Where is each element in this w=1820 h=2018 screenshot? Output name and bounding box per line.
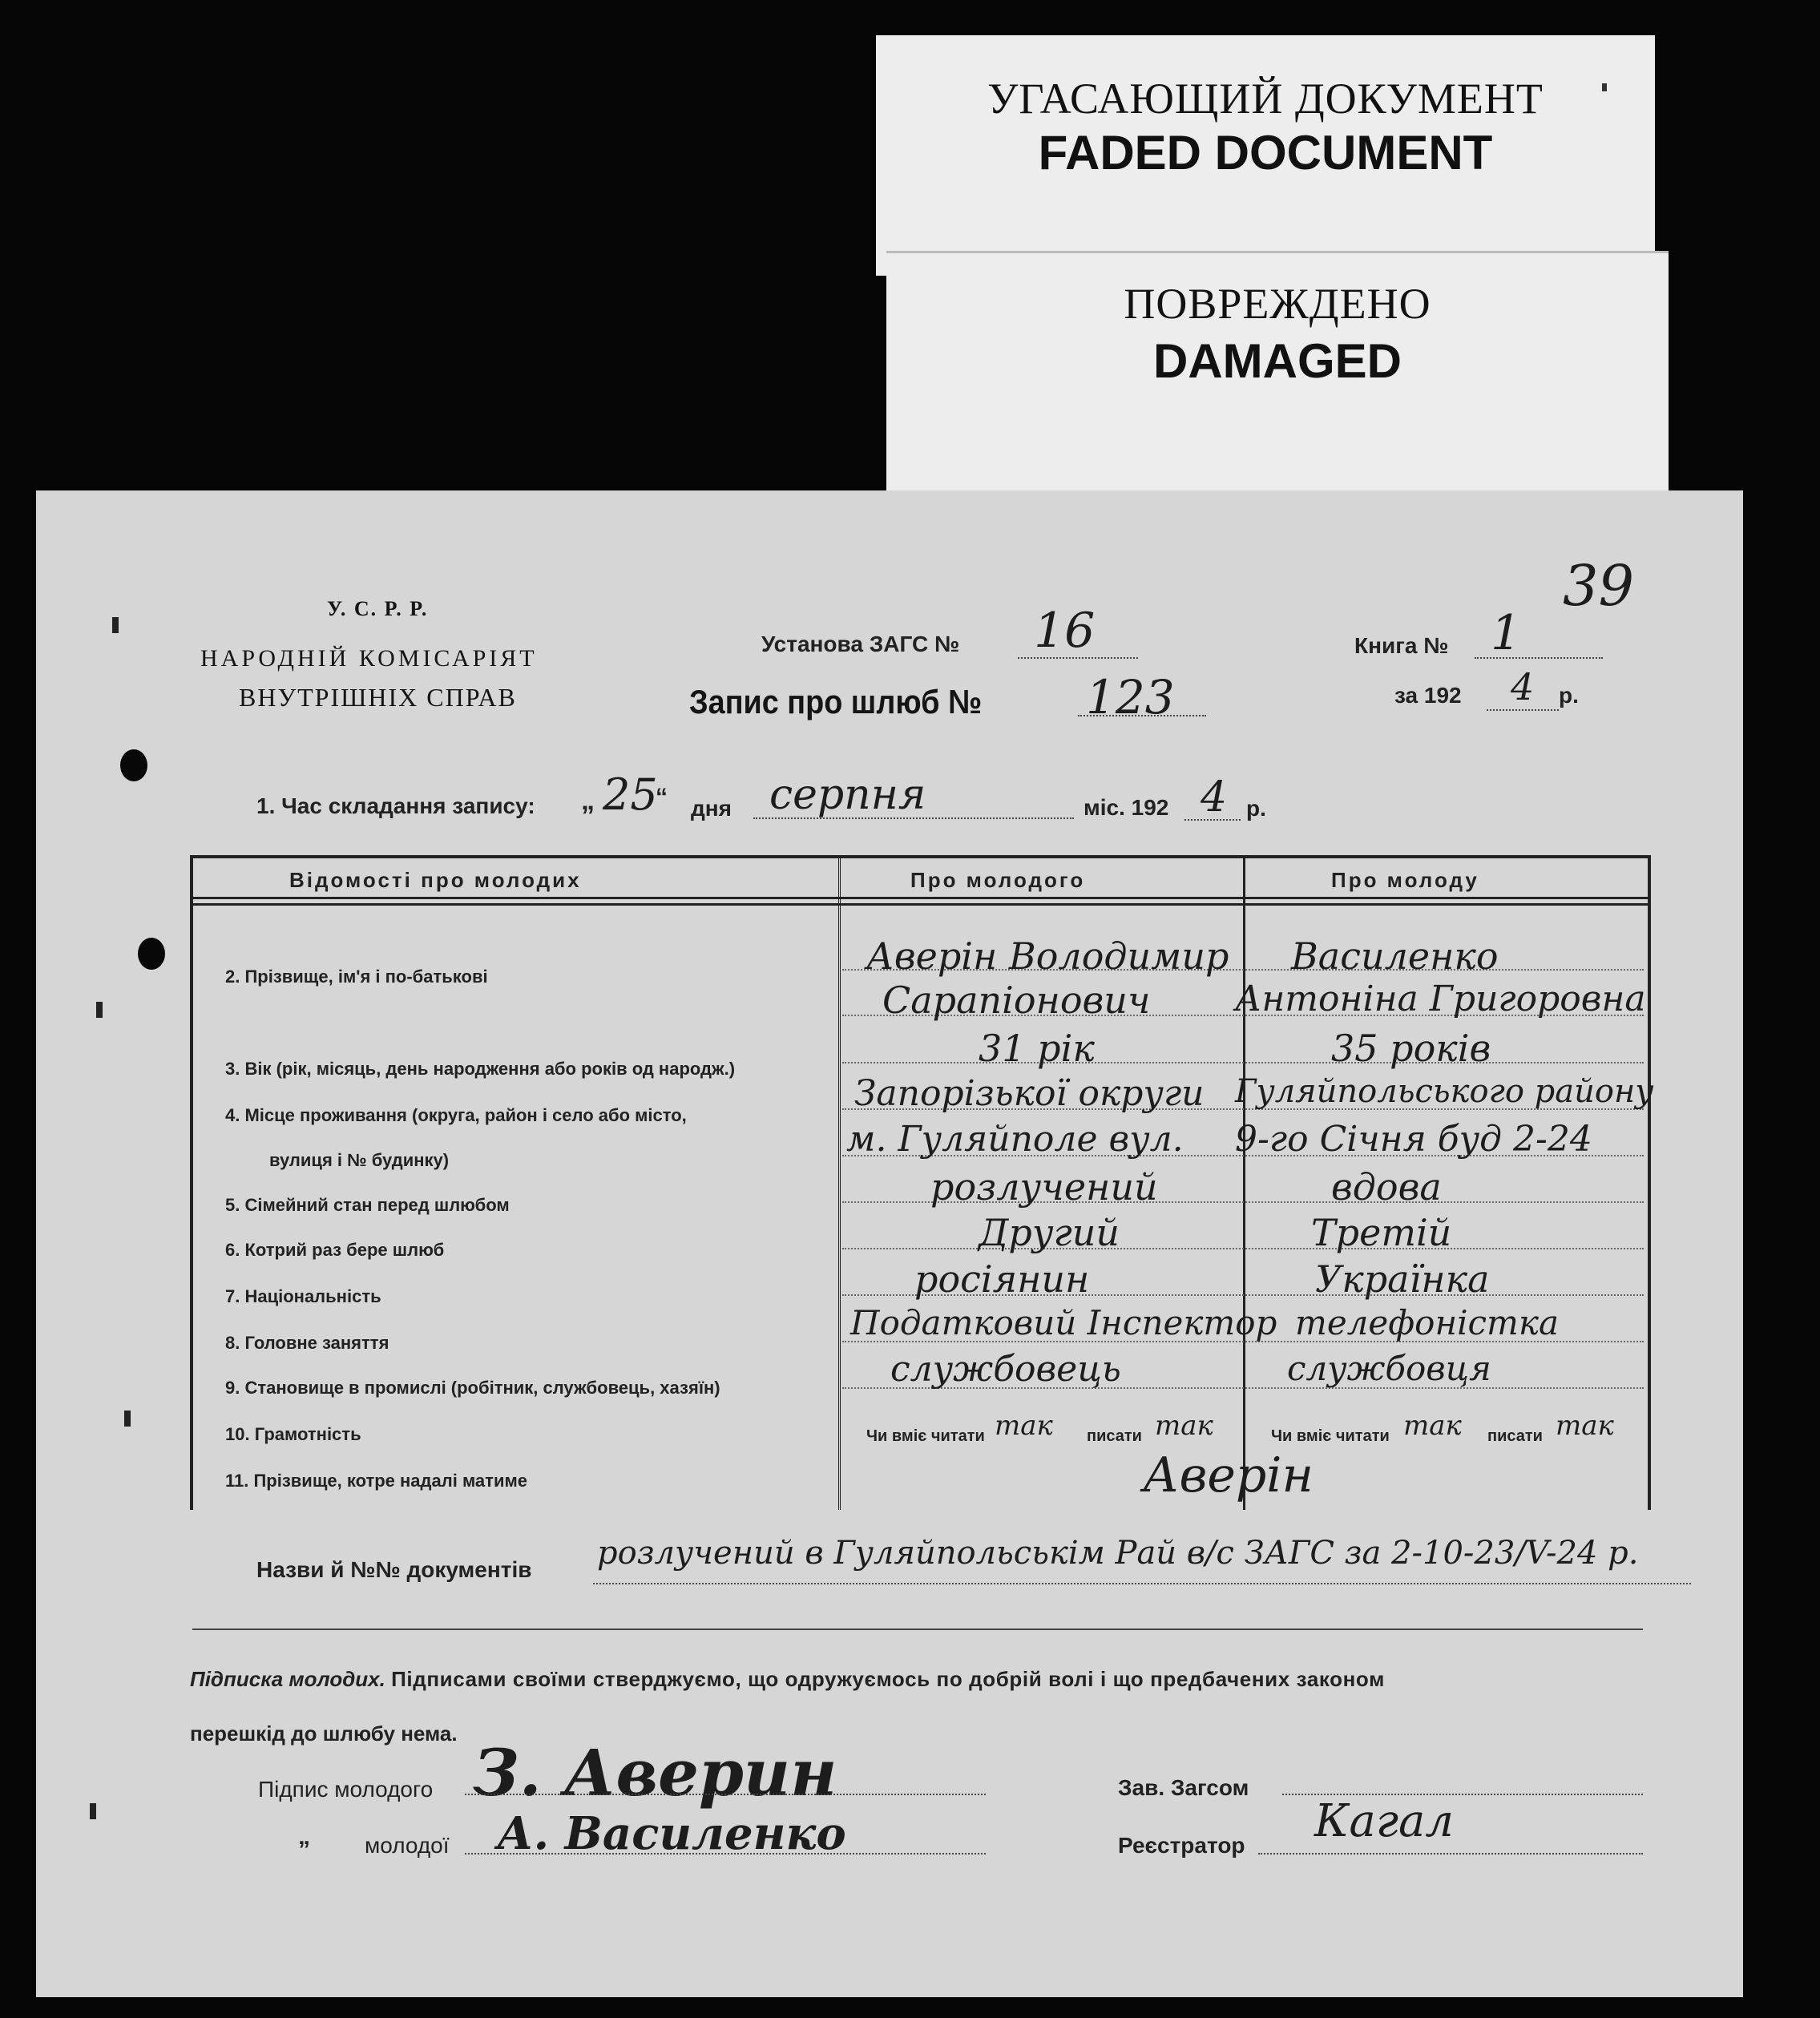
record-title: Запис про шлюб № [689, 683, 983, 720]
record-time-label: 1. Час складання запису: [256, 793, 535, 818]
groom-signature: З. Аверин [473, 1735, 837, 1810]
row-label-nationality: 7. Національність [225, 1286, 381, 1306]
row-label-occupation: 8. Головне заняття [225, 1333, 389, 1353]
damaged-label-ru: ПОВРЕЖДЕНО [1124, 280, 1431, 328]
bride-signature: А. Василенко [497, 1807, 846, 1860]
registrar-signature-line [1258, 1853, 1643, 1855]
info-table [190, 855, 1654, 1510]
faded-label-ru: УГАСАЮЩИЙ ДОКУМЕНТ [987, 75, 1544, 123]
documents-underline [593, 1583, 1691, 1584]
col-divider [1243, 858, 1245, 1510]
book-number: 1 [1491, 605, 1522, 661]
groom-status: службовець [890, 1349, 1121, 1390]
page-number: 39 [1563, 553, 1635, 619]
declaration-line1 [190, 1667, 1385, 1692]
month-underline [753, 817, 1074, 819]
punch-hole [138, 938, 165, 970]
republic-label: У. С. Р. Р. [327, 597, 429, 620]
dot-mark [1602, 83, 1607, 91]
row-label-residence-2: вулиця і № будинку) [269, 1150, 450, 1170]
groom-occupation: Податковий Інспектор [850, 1303, 1277, 1342]
bride-name-2: Антоніна Григоровна [1235, 979, 1646, 1019]
bride-residence-2: 9-го Січня буд 2-24 [1235, 1119, 1592, 1160]
day-label: дня [691, 796, 732, 821]
section-divider [192, 1629, 1643, 1630]
declaration-title: Підписка молодих. [190, 1667, 385, 1691]
row-label-literacy: 10. Грамотність [225, 1424, 361, 1444]
col-header-info: Відомості про молодих [289, 868, 582, 892]
groom-write-label: писати [1087, 1427, 1142, 1445]
bride-marital: вдова [1331, 1165, 1442, 1209]
groom-read-value: так [995, 1410, 1053, 1442]
zags-underline [1018, 657, 1138, 659]
row-label-name: 2. Прізвище, ім'я і по-батькові [225, 967, 488, 987]
groom-write-value: так [1155, 1410, 1213, 1442]
year-value: 4 [1511, 665, 1535, 708]
bride-nationality: Українка [1315, 1257, 1490, 1301]
year-label-post: р. [1559, 683, 1579, 708]
zags-label: Установа ЗАГС № [761, 632, 960, 656]
book-label: Книга № [1354, 633, 1449, 658]
punch-hole [120, 749, 147, 781]
header-divider [193, 897, 1648, 899]
documents-value: розлучений в Гуляйпольськім Рай в/с ЗАГС за 2-10-23/V-24 р. [597, 1535, 1639, 1572]
head-label: Зав. Загсом [1118, 1775, 1249, 1800]
record-year: 4 [1201, 773, 1228, 821]
bride-read-value: так [1403, 1410, 1462, 1442]
header-divider [193, 903, 1648, 906]
registrar-signature: Кагал [1314, 1795, 1455, 1847]
groom-residence-2: м. Гуляйполе вул. [846, 1119, 1184, 1160]
row-label-marital: 5. Сімейний стан перед шлюбом [225, 1195, 510, 1215]
commissariat-line2: ВНУТРІШНІХ СПРАВ [239, 683, 517, 712]
groom-nationality: росіянин [914, 1257, 1090, 1301]
groom-marriage-count: Другий [979, 1211, 1120, 1254]
damaged-label-en: DAMAGED [1153, 334, 1402, 388]
commissariat-line1: НАРОДНІЙ КОМІСАРІЯТ [200, 645, 538, 672]
groom-signature-line [465, 1794, 986, 1795]
record-underline [1078, 715, 1206, 716]
record-year-underline [1184, 819, 1241, 821]
col-header-bride: Про молоду [1331, 868, 1479, 892]
row-label-residence: 4. Місце проживання (округа, район і село або місто, [225, 1105, 687, 1125]
documents-label: Назви й №№ документів [256, 1557, 532, 1582]
bride-occupation: телефоністка [1295, 1303, 1560, 1342]
row-label-age: 3. Вік (рік, місяць, день народження або років од народж.) [225, 1059, 736, 1079]
record-month: серпня [769, 771, 926, 819]
declaration-text2: перешкід до шлюбу нема. [190, 1721, 458, 1746]
groom-marital: розлучений [930, 1165, 1158, 1209]
bride-residence-1: Гуляйпольського району [1235, 1073, 1654, 1110]
year-label-pre: за 192 [1394, 683, 1462, 708]
col-divider [838, 858, 843, 1510]
record-day: 25 [603, 769, 658, 820]
quote-open: „ [581, 785, 595, 816]
row-rule [842, 1248, 1644, 1249]
row-label-surname: 11. Прізвище, котре надалі матиме [225, 1471, 527, 1491]
year-underline [1487, 709, 1559, 711]
bride-name-1: Василенко [1291, 934, 1499, 978]
groom-name-1: Аверін Володимир [866, 934, 1229, 978]
month-label: міс. 192 [1084, 795, 1169, 820]
edge-mark [90, 1803, 96, 1819]
row-rule [842, 1062, 1644, 1063]
groom-residence-1: Запорізької округи [854, 1073, 1205, 1114]
ditto-mark: „ [298, 1823, 310, 1850]
future-surname: Аверін [1143, 1447, 1314, 1503]
damaged-document-label [886, 253, 1669, 510]
col-header-groom: Про молодого [910, 868, 1086, 892]
bride-write-value: так [1556, 1410, 1614, 1442]
groom-age: 31 рік [979, 1027, 1095, 1070]
bride-read-label: Чи вміє читати [1271, 1427, 1390, 1445]
declaration-text1: Підписами своїми стверджуємо, що одружуємось по добрій волі і що предбачених законом [391, 1667, 1385, 1691]
edge-mark [124, 1411, 131, 1427]
registrar-label: Реєстратор [1118, 1833, 1245, 1858]
bride-write-label: писати [1487, 1427, 1543, 1445]
record-year-suffix: р. [1246, 796, 1266, 821]
faded-label-en: FADED DOCUMENT [1038, 126, 1493, 180]
bride-age: 35 років [1331, 1027, 1491, 1070]
bride-marriage-count: Третій [1311, 1211, 1452, 1254]
bride-status: службовця [1287, 1349, 1491, 1388]
bride-signature-label: молодої [365, 1833, 450, 1858]
groom-signature-label: Підпис молодого [258, 1777, 434, 1802]
bride-signature-line [465, 1853, 986, 1855]
record-number: 123 [1086, 670, 1175, 724]
row-label-status: 9. Становище в промислі (робітник, службовець, хазяїн) [225, 1378, 720, 1398]
zags-number: 16 [1034, 603, 1096, 659]
faded-document-label [876, 35, 1655, 276]
edge-mark [112, 617, 119, 633]
edge-mark [96, 1002, 103, 1018]
quote-close: “ [656, 784, 668, 810]
groom-read-label: Чи вміє читати [866, 1427, 985, 1445]
row-label-marriage-count: 6. Котрий раз бере шлюб [225, 1240, 445, 1260]
groom-name-2: Сарапіонович [882, 979, 1151, 1022]
book-underline [1475, 657, 1603, 659]
